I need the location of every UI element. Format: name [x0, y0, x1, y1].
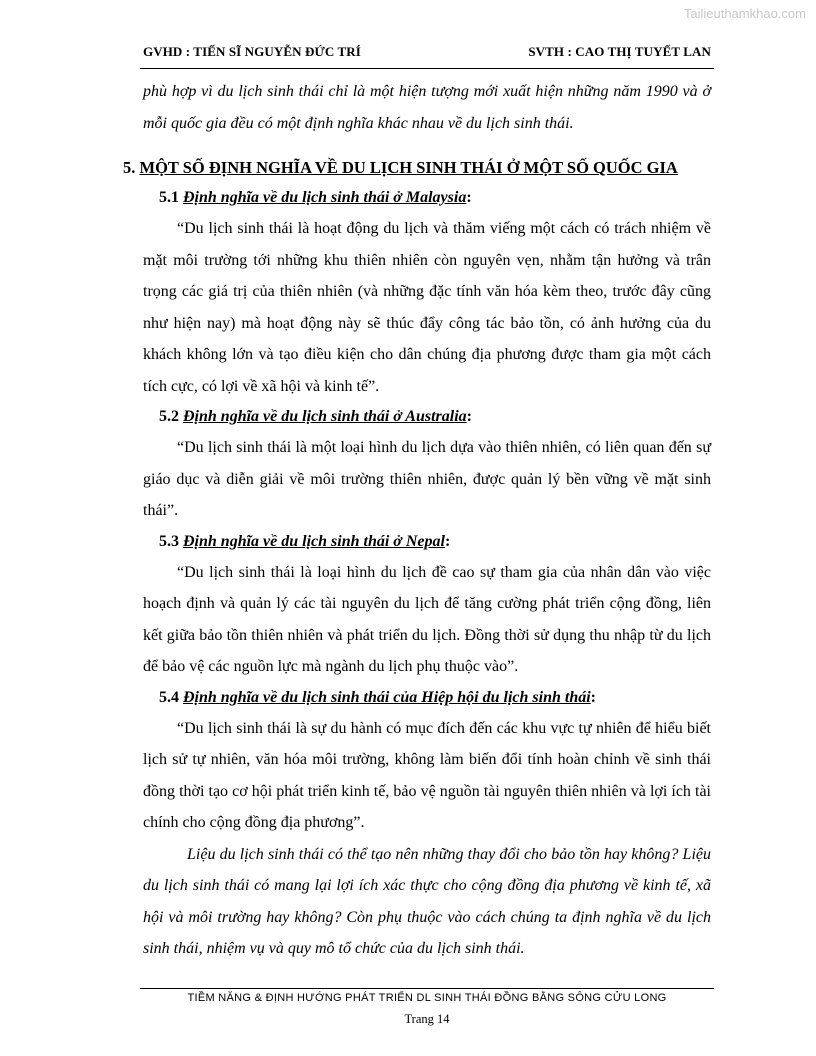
closing-paragraph: Liệu du lịch sinh thái có thể tạo nên những thay đổi cho bảo tồn hay không? Liệu du lịch sinh thái có mang lại lợi ích xác thực cho cộng đồng địa phương về kinh tế, xã hội và môi trường hay không? Còn phụ thuộc vào cách chúng ta định nghĩa về du lịch sinh thái, nhiệm vụ và quy mô tổ chức của du lịch sinh thái.	[143, 845, 711, 957]
definition-australia: “Du lịch sinh thái là một loại hình du lịch dựa vào thiên nhiên, có liên quan đến sự giáo dục và diễn giải về môi trường thiên nhiên, được quản lý bền vững về mặt sinh thái”.	[143, 439, 711, 519]
subsection-heading-5-3	[159, 527, 711, 557]
section-title: MỘT SỐ ĐỊNH NGHĨA VỀ DU LỊCH SINH THÁI Ở MỘT SỐ QUỐC GIA	[139, 158, 678, 177]
subsection-colon: :	[466, 408, 472, 425]
subsection-colon: :	[444, 532, 451, 550]
subsection-heading-5-1	[159, 183, 711, 213]
section-heading	[123, 153, 711, 183]
subsection-number: 5.1	[159, 189, 179, 206]
subsection-title: Định nghĩa về du lịch sinh thái ở Malaysia	[183, 189, 467, 206]
subsection-colon: :	[590, 688, 596, 706]
subsection-title: Định nghĩa về du lịch sinh thái của Hiệp hội du lịch sinh thái	[183, 688, 591, 706]
page-number: Trang 14	[404, 1012, 450, 1026]
header-divider	[140, 68, 714, 69]
subsection-heading-5-2	[159, 402, 711, 432]
footer-divider	[140, 988, 714, 989]
page-header	[143, 44, 711, 60]
intro-paragraph: phù hợp vì du lịch sinh thái chỉ là một hiện tượng mới xuất hiện những năm 1990 và ở mỗi quốc gia đều có một định nghĩa khác nhau về du lịch sinh thái.	[143, 83, 711, 132]
definition-nepal: “Du lịch sinh thái là loại hình du lịch đề cao sự tham gia của nhân dân vào việc hoạch định và quản lý các tài nguyên du lịch để tăng cường phát triển cộng đồng, liên kết giữa bảo tồn thiên nhiên và phát triển du lịch. Đồng thời sử dụng thu nhập từ du lịch để bảo vệ các nguồn lực mà ngành du lịch phụ thuộc vào”.	[143, 563, 711, 675]
watermark: Tailieuthamkhao.com	[683, 6, 806, 21]
header-advisor: GVHD : TIẾN SĨ NGUYỄN ĐỨC TRÍ	[143, 44, 361, 59]
section-number: 5.	[123, 158, 136, 177]
subsection-title: Định nghĩa về du lịch sinh thái ở Nepal	[183, 532, 445, 550]
definition-ecotourism-society: “Du lịch sinh thái là sự du hành có mục đích đến các khu vực tự nhiên để hiểu biết lịch sử tự nhiên, văn hóa môi trường, không làm biến đổi tính hoàn chỉnh về sinh thái đồng thời tạo cơ hội phát triển kinh tế, bảo vệ nguồn tài nguyên thiên nhiên và lợi ích tài chính cho cộng đồng địa phương”.	[143, 719, 711, 831]
subsection-number: 5.2	[159, 408, 179, 425]
footer-title: TIỀM NĂNG & ĐỊNH HƯỚNG PHÁT TRIỂN DL SINH THÁI ĐỒNG BẰNG SÔNG CỬU LONG	[187, 992, 667, 1004]
header-student: SVTH : CAO THỊ TUYẾT LAN	[528, 44, 711, 59]
subsection-number: 5.4	[159, 688, 179, 706]
subsection-number: 5.3	[159, 532, 179, 550]
subsection-heading-5-4	[159, 683, 711, 713]
subsection-colon: :	[466, 189, 472, 206]
subsection-title: Định nghĩa về du lịch sinh thái ở Australia	[183, 408, 467, 425]
definition-malaysia: “Du lịch sinh thái là hoạt động du lịch và thăm viếng một cách có trách nhiệm về mặt môi trường tới những khu thiên nhiên còn nguyên vẹn, nhằm tận hưởng và trân trọng các giá trị của thiên nhiên (và những đặc tính văn hóa kèm theo, trước đây cũng như hiện nay) mà hoạt động này sẽ thúc đẩy công tác bảo tồn, có ảnh hưởng của du khách không lớn và tạo điều kiện cho dân chúng địa phương được tham gia một cách tích cực, có lợi về xã hội và kinh tế”.	[143, 220, 711, 395]
page-body	[123, 76, 711, 965]
